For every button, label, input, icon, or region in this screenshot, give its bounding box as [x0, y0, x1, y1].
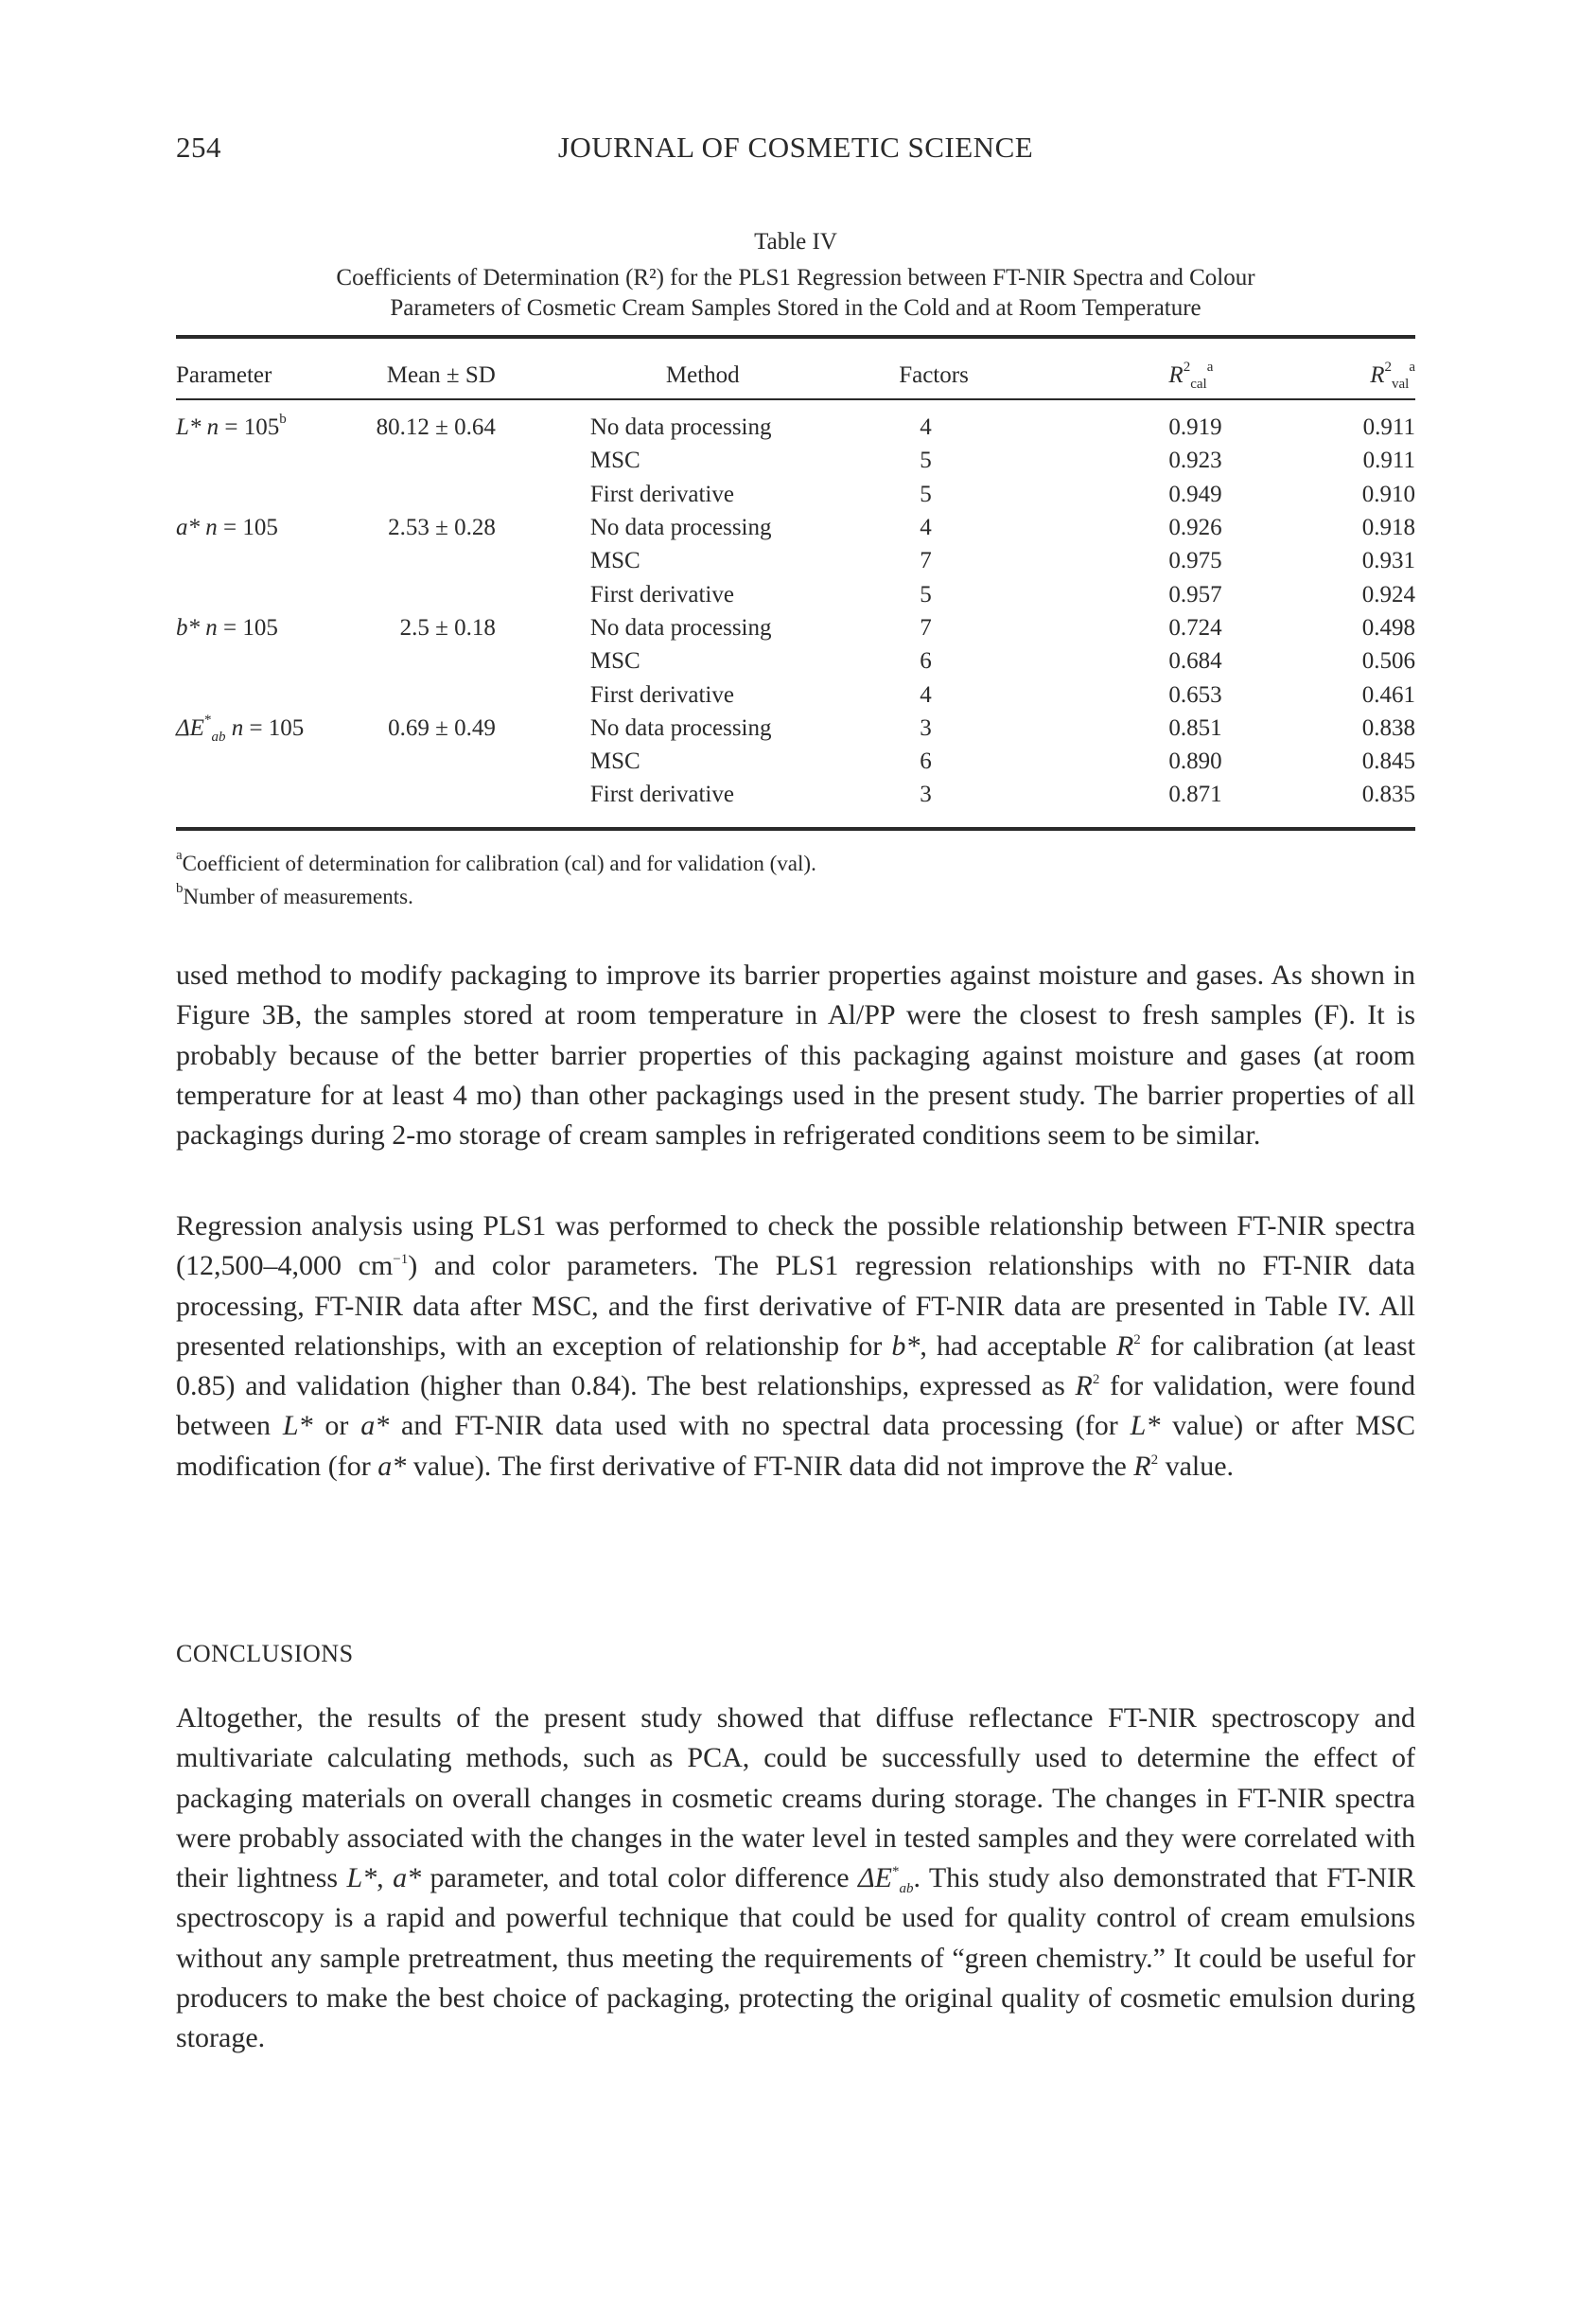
text-run: , had acceptable — [920, 1329, 1116, 1362]
footnote-a — [176, 847, 1415, 880]
parameter-symbol: a* — [176, 515, 200, 541]
cell-r2-cal: 0.724 — [1168, 614, 1222, 641]
cell-r2-val: 0.506 — [1361, 648, 1415, 675]
symbol-l-star: L* — [1130, 1410, 1161, 1442]
cell-factors: 5 — [920, 581, 932, 607]
text-run: , — [377, 1862, 394, 1894]
cell-method: MSC — [589, 548, 640, 574]
col-header-r2-cal — [1055, 352, 1319, 399]
subscript: ab — [899, 1881, 914, 1897]
running-head — [176, 131, 1415, 168]
cell-factors: 4 — [920, 515, 932, 541]
cell-r2-val: 0.835 — [1361, 782, 1415, 808]
superscript: −1 — [393, 1252, 409, 1268]
r2-exponent: 2 — [1384, 360, 1392, 375]
section-heading-conclusions: CONCLUSIONS — [176, 1640, 354, 1667]
text-run: for validation, were found between — [176, 1370, 1416, 1442]
table-row — [176, 544, 1415, 577]
r2-exponent: 2 — [1183, 360, 1191, 375]
text-run: parameter, and total color difference — [421, 1862, 859, 1894]
symbol-delta-e: ΔE — [858, 1862, 892, 1894]
col-header-r2-val — [1319, 352, 1415, 399]
symbol-r: R — [1133, 1450, 1151, 1482]
cell-mean-sd: 2.5 ± 0.18 — [399, 614, 496, 641]
cell-mean-sd — [339, 544, 496, 577]
n-symbol: n — [205, 515, 218, 541]
cell-method: No data processing — [589, 414, 772, 441]
cell-r2-cal: 0.926 — [1168, 515, 1222, 541]
footnote-b — [176, 880, 1415, 913]
col-header-parameter: Parameter — [176, 362, 272, 388]
cell-r2-cal: 0.975 — [1168, 548, 1222, 574]
col-header-mean-sd: Mean ± SD — [386, 362, 496, 388]
cell-r2-val: 0.498 — [1361, 614, 1415, 641]
n-value: = 105 — [219, 414, 280, 441]
results-table — [176, 352, 1415, 812]
cell-r2-val: 0.461 — [1361, 681, 1415, 708]
cell-r2-val: 0.911 — [1362, 448, 1415, 474]
symbol-delta-e: ΔE — [176, 714, 204, 741]
footnote-mark: b — [176, 881, 184, 896]
cell-parameter — [176, 611, 339, 644]
cell-factors: 3 — [920, 714, 932, 741]
text-run: value). The first derivative of FT-NIR data did not improve the — [406, 1450, 1134, 1482]
n-symbol: n — [231, 714, 244, 741]
subscript: ab — [211, 729, 226, 745]
body-paragraph-1: used method to modify packaging to improve its barrier properties against moisture and gases. As shown in Figure 3B, the samples stored at room temperature in Al/PP were the closest to fresh samples (F). It is probably because of the better barrier properties of this packaging against moisture and gases (at room temperature for at least 4 mo) than other packagings used in the present study. The barrier properties of all packagings during 2-mo storage of cream samples in refrigerated conditions seem to be similar. — [176, 959, 1415, 1152]
col-header-method: Method — [665, 362, 740, 388]
cell-r2-cal: 0.890 — [1168, 748, 1222, 775]
body-paragraph-2 — [176, 1206, 1415, 1487]
table-title: Table IV — [754, 229, 837, 255]
cell-mean-sd — [339, 745, 496, 778]
cell-parameter — [176, 778, 339, 811]
cell-mean-sd: 2.53 ± 0.28 — [388, 515, 496, 541]
text-run: for calibration (at least 0.85) and validation (higher than 0.84). The best relationships, expressed as — [176, 1329, 1415, 1402]
cell-r2-cal: 0.923 — [1168, 448, 1222, 474]
text-run: ) and color parameters. The PLS1 regression relationships with no FT-NIR data processing, FT-NIR data after MSC, and the first derivative of FT-NIR data are presented in Table IV. All presented relationships, with an exception of relationship for — [176, 1250, 1415, 1362]
cell-parameter — [176, 444, 339, 477]
cell-method: First derivative — [589, 681, 734, 708]
table-footnotes — [176, 847, 1415, 913]
table-row — [176, 478, 1415, 511]
footnote-mark-b: b — [279, 412, 287, 428]
table-caption — [176, 263, 1415, 324]
cell-mean-sd — [339, 644, 496, 678]
cell-r2-cal: 0.871 — [1168, 782, 1222, 808]
table-bottom-rule — [176, 827, 1415, 831]
cell-factors: 7 — [920, 548, 932, 574]
r2-val-subscript: val — [1392, 377, 1410, 392]
parameter-symbol: L* — [176, 414, 202, 441]
cell-r2-val: 0.910 — [1361, 481, 1415, 507]
cell-mean-sd — [339, 444, 496, 477]
r2-cal-subscript: cal — [1190, 377, 1207, 392]
cell-factors: 5 — [920, 481, 932, 507]
cell-mean-sd — [339, 678, 496, 711]
cell-parameter — [176, 511, 339, 544]
col-header-factors: Factors — [899, 362, 969, 388]
cell-parameter — [176, 577, 339, 610]
cell-parameter — [176, 399, 339, 444]
n-value: = 105 — [217, 515, 278, 541]
cell-factors: 5 — [920, 448, 932, 474]
page-number: 254 — [176, 131, 221, 164]
n-value: = 105 — [217, 614, 278, 641]
cell-method: No data processing — [589, 714, 772, 741]
cell-r2-cal: 0.919 — [1168, 414, 1222, 441]
cell-r2-val: 0.918 — [1361, 515, 1415, 541]
cell-parameter — [176, 745, 339, 778]
table-caption-line-2: Parameters of Cosmetic Cream Samples Stored in the Cold and at Room Temperature — [390, 295, 1201, 321]
cell-method: No data processing — [589, 515, 772, 541]
cell-parameter — [176, 544, 339, 577]
cell-method: No data processing — [589, 614, 772, 641]
cell-r2-cal: 0.851 — [1168, 714, 1222, 741]
cell-method: MSC — [589, 748, 640, 775]
superscript: * — [203, 712, 212, 728]
table-row — [176, 577, 1415, 610]
r2-symbol: R — [1370, 362, 1385, 388]
cell-method: MSC — [589, 648, 640, 675]
text-run: Altogether, the results of the present study showed that diffuse reflectance FT-NIR spectroscopy and multivariate calculating methods, such as PCA, could be successfully used to determine the effect of packaging materials on overall changes in cosmetic creams during storage. The changes in FT-NIR spectra were probably associated with the changes in the water level in tested samples and they were correlated with their lightness — [176, 1702, 1415, 1894]
table-caption-line-1: Coefficients of Determination (R²) for the PLS1 Regression between FT-NIR Spectra and Colour — [336, 265, 1255, 290]
cell-factors: 6 — [920, 648, 932, 675]
table-row — [176, 678, 1415, 711]
cell-factors: 3 — [920, 782, 932, 808]
cell-r2-val: 0.911 — [1362, 414, 1415, 441]
cell-r2-cal: 0.957 — [1168, 581, 1222, 607]
text-run: . This study also demonstrated that FT-NIR spectroscopy is a rapid and powerful technique that could be used for quality control of cream emulsions without any sample pretreatment, thus meeting the requirements of “green chemistry.” It could be useful for producers to make the best choice of packaging, protecting the original quality of cosmetic emulsion during storage. — [176, 1862, 1416, 2054]
journal-title: JOURNAL OF COSMETIC SCIENCE — [557, 131, 1034, 164]
table-row — [176, 611, 1415, 644]
text-run: and FT-NIR data used with no spectral data processing (for — [389, 1410, 1131, 1442]
symbol-a-star: a* — [393, 1862, 422, 1894]
superscript: 2 — [1150, 1452, 1159, 1468]
cell-mean-sd — [339, 577, 496, 610]
table-row — [176, 444, 1415, 477]
cell-r2-val: 0.838 — [1361, 714, 1415, 741]
cell-mean-sd: 80.12 ± 0.64 — [376, 414, 496, 441]
cell-mean-sd — [339, 778, 496, 811]
footnote-mark: a — [176, 848, 183, 863]
cell-factors: 4 — [920, 414, 932, 441]
cell-parameter — [176, 644, 339, 678]
table-top-rule — [176, 335, 1415, 339]
superscript: 2 — [1092, 1372, 1100, 1388]
symbol-l-star: L* — [282, 1410, 313, 1442]
cell-factors: 7 — [920, 614, 932, 641]
symbol-r: R — [1115, 1329, 1134, 1362]
table-row — [176, 511, 1415, 544]
text-run: or — [312, 1410, 361, 1442]
table-row — [176, 745, 1415, 778]
cell-method: First derivative — [589, 481, 734, 507]
r2-symbol: R — [1168, 362, 1184, 388]
cell-method: First derivative — [589, 581, 734, 607]
cell-factors: 4 — [920, 681, 932, 708]
symbol-a-star: a* — [377, 1450, 407, 1482]
symbol-l-star: L* — [346, 1862, 377, 1894]
text-run: Regression analysis using PLS1 was performed to check the possible relationship between FT-NIR spectra (12,500–4,000 cm — [176, 1210, 1415, 1282]
table-header-row — [176, 352, 1415, 399]
cell-r2-cal: 0.653 — [1168, 681, 1222, 708]
n-value: = 105 — [243, 714, 305, 741]
cell-mean-sd: 0.69 ± 0.49 — [388, 714, 496, 741]
cell-factors: 6 — [920, 748, 932, 775]
text-run: value. — [1158, 1450, 1235, 1482]
symbol-r: R — [1075, 1370, 1093, 1402]
cell-r2-cal: 0.684 — [1168, 648, 1222, 675]
cell-method: MSC — [589, 448, 640, 474]
superscript: 2 — [1133, 1331, 1141, 1347]
conclusions-paragraph — [176, 1699, 1415, 2059]
parameter-symbol: b* — [176, 614, 200, 641]
text-run: value) or after MSC modification (for — [176, 1410, 1416, 1482]
superscript: * — [891, 1864, 900, 1880]
cell-parameter — [176, 712, 339, 745]
n-symbol: n — [205, 614, 218, 641]
table-row — [176, 399, 1415, 444]
symbol-a-star: a* — [360, 1410, 390, 1442]
table-row — [176, 644, 1415, 678]
table-row — [176, 712, 1415, 745]
cell-r2-cal: 0.949 — [1168, 481, 1222, 507]
cell-parameter — [176, 678, 339, 711]
symbol-b-star: b* — [891, 1329, 921, 1362]
n-symbol: n — [206, 414, 219, 441]
table-row — [176, 778, 1415, 811]
cell-method: First derivative — [589, 782, 734, 808]
cell-r2-val: 0.931 — [1361, 548, 1415, 574]
cell-r2-val: 0.924 — [1361, 581, 1415, 607]
cell-r2-val: 0.845 — [1361, 748, 1415, 775]
cell-mean-sd — [339, 478, 496, 511]
footnote-text: Coefficient of determination for calibration (cal) and for validation (val). — [182, 852, 816, 875]
cell-parameter — [176, 478, 339, 511]
footnote-mark-a: a — [1409, 360, 1415, 375]
footnote-text: Number of measurements. — [183, 885, 413, 908]
footnote-mark-a: a — [1206, 360, 1214, 375]
